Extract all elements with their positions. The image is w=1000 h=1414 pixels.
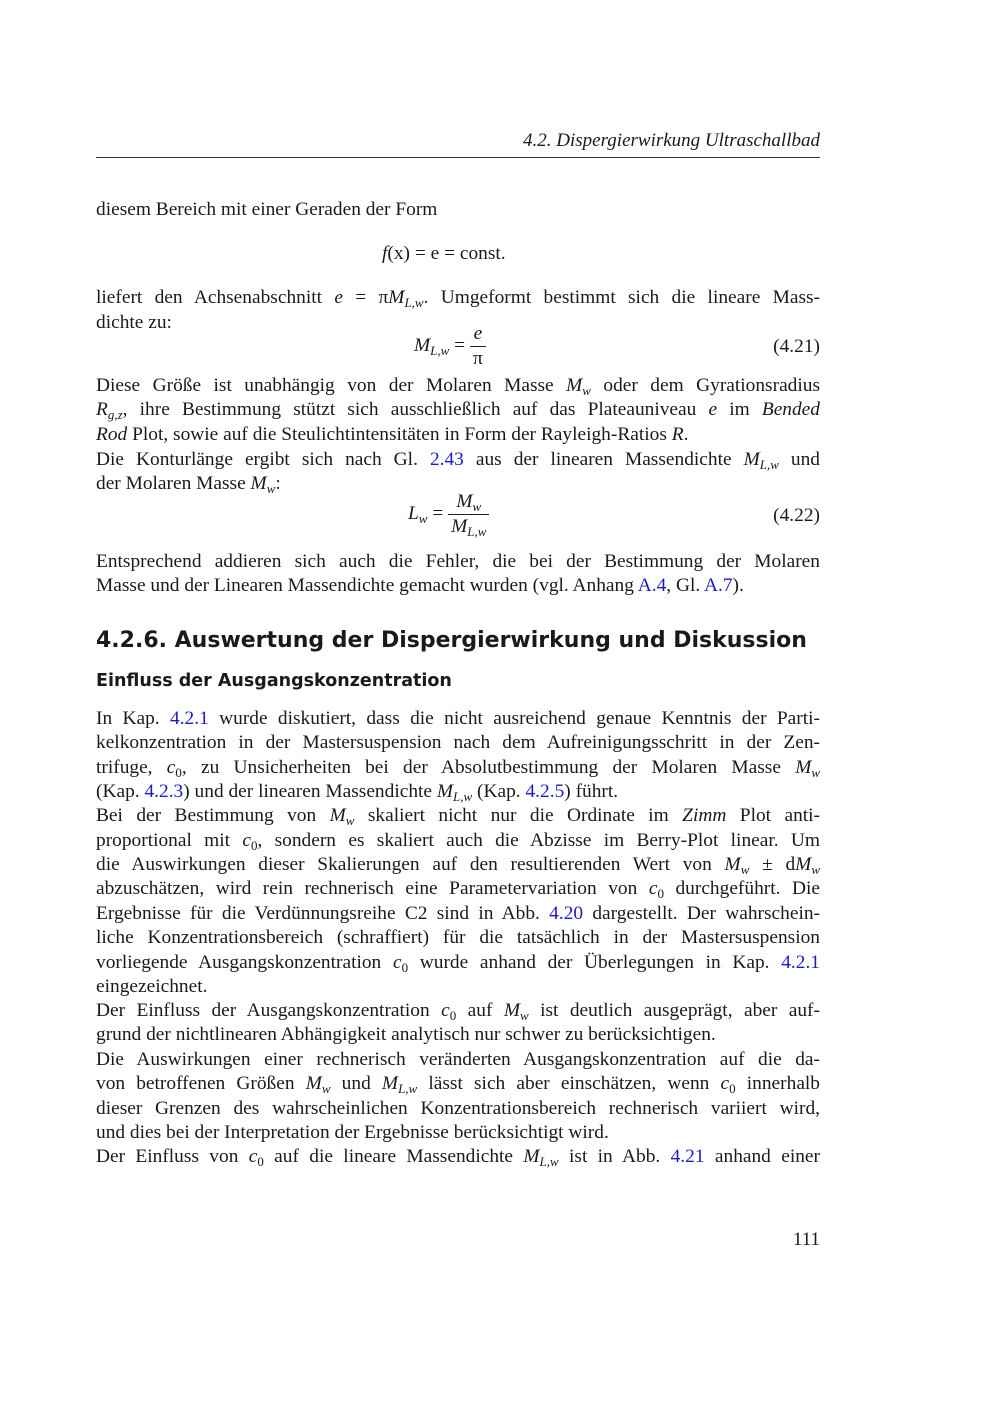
text-line: vorliegende Ausgangskonzentration $c_0$ wurde anhand der Überlegungen in Kap. 4.2.1 bbox=[96, 952, 820, 975]
figure-link[interactable]: 4.20 bbox=[549, 903, 584, 924]
page-number: 111 bbox=[792, 1229, 820, 1250]
text-line: dichte zu: bbox=[96, 312, 172, 333]
section-link[interactable]: 4.2.3 bbox=[144, 781, 184, 802]
text-line: abzuschätzen, wird rein rechnerisch eine Parametervariation von $c_0$ durchgeführt. Die bbox=[96, 878, 820, 901]
running-header: 4.2. Dispergierwirkung Ultraschallbad bbox=[523, 130, 820, 151]
text-line: dieser Grenzen des wahrscheinlichen Konzentrationsbereich rechnerisch variiert wird, bbox=[96, 1098, 820, 1119]
text-line: In Kap. 4.2.1 wurde diskutiert, dass die nicht ausreichend genaue Kenntnis der Parti- bbox=[96, 708, 820, 729]
text-line: $R_{g,z}$, ihre Bestimmung stützt sich ausschließlich auf das Plateauniveau e im Bended bbox=[96, 399, 820, 422]
text-line: proportional mit $c_0$, sondern es skaliert auch die Abzisse im Berry-Plot linear. Um bbox=[96, 830, 820, 853]
text-line: Die Auswirkungen einer rechnerisch veränderten Ausgangskonzentration auf die da- bbox=[96, 1049, 820, 1070]
text-line: von betroffenen Größen $M_w$ und $M_{L,w}$ lässt sich aber einschätzen, wenn $c_0$ innerhalb bbox=[96, 1073, 821, 1096]
text-line: (Kap. 4.2.3) und der linearen Massendichte $M_{L,w}$ (Kap. 4.2.5) führt. bbox=[96, 781, 619, 804]
text-line: Masse und der Linearen Massendichte gemacht wurden (vgl. Anhang A.4, Gl. A.7). bbox=[96, 575, 744, 596]
equation-number: (4.22) bbox=[773, 505, 820, 526]
appendix-link[interactable]: A.4 bbox=[637, 575, 667, 596]
section-link[interactable]: 4.2.1 bbox=[781, 952, 820, 973]
header-rule bbox=[96, 157, 820, 158]
text-line: Der Einfluss der Ausgangskonzentration $c_0$ auf $M_w$ ist deutlich ausgeprägt, aber auf- bbox=[96, 1000, 820, 1023]
subsection-heading: Einfluss der Ausgangskonzentration bbox=[96, 671, 452, 691]
text-line: kelkonzentration in der Mastersuspension nach dem Aufreinigungsschritt in der Zen- bbox=[96, 732, 820, 753]
text-line: die Auswirkungen dieser Skalierungen auf den resultierenden Wert von $M_w \pm dM_w$ bbox=[96, 854, 820, 877]
figure-link[interactable]: 4.21 bbox=[670, 1146, 705, 1167]
section-link[interactable]: 4.2.1 bbox=[170, 708, 209, 729]
text-line: eingezeichnet. bbox=[96, 976, 208, 997]
text-line: liefert den Achsenabschnitt $e = \pi M_{L,w}$. Umgeformt bestimmt sich die lineare Mass- bbox=[96, 287, 821, 310]
section-heading: 4.2.6. Auswertung der Dispergierwirkung und Diskussion bbox=[96, 628, 807, 653]
section-link[interactable]: 4.2.5 bbox=[525, 781, 565, 802]
text-line: und dies bei der Interpretation der Ergebnisse berücksichtigt wird. bbox=[96, 1122, 609, 1143]
text-line: Der Einfluss von $c_0$ auf die lineare Massendichte $M_{L,w}$ ist in Abb. 4.21 anhand einer bbox=[96, 1146, 820, 1169]
text-line: grund der nichtlinearen Abhängigkeit analytisch nur schwer zu berücksichtigen. bbox=[96, 1024, 716, 1045]
text-line: Bei der Bestimmung von $M_w$ skaliert nicht nur die Ordinate im Zimm Plot anti- bbox=[96, 805, 821, 828]
text-line: trifuge, $c_0$, zu Unsicherheiten bei der Absolutbestimmung der Molaren Masse $M_w$ bbox=[96, 757, 821, 780]
text-line: Ergebnisse für die Verdünnungsreihe C2 sind in Abb. 4.20 dargestellt. Der wahrschein- bbox=[96, 903, 820, 924]
text-line: Diese Größe ist unabhängig von der Molaren Masse $M_w$ oder dem Gyrationsradius bbox=[96, 375, 820, 398]
equation-4-21: $M_{L,w}$ = $\frac{e}{\pi}$ bbox=[414, 322, 486, 371]
equation-number: (4.21) bbox=[773, 336, 820, 357]
text-line: Die Konturlänge ergibt sich nach Gl. 2.43 aus der linearen Massendichte $M_{L,w}$ und bbox=[96, 449, 820, 472]
text-line: Rod Plot, sowie auf die Steulichtintensitäten in Form der Rayleigh-Ratios R. bbox=[96, 424, 689, 445]
equation-link[interactable]: 2.43 bbox=[429, 449, 464, 470]
text-line: der Molaren Masse $M_w$: bbox=[96, 473, 281, 496]
equation-const: f(x) = e = const. bbox=[382, 243, 506, 264]
equation-link[interactable]: A.7 bbox=[703, 575, 733, 596]
text-line: diesem Bereich mit einer Geraden der Form bbox=[96, 199, 438, 220]
text-line: Entsprechend addieren sich auch die Fehler, die bei der Bestimmung der Molaren bbox=[96, 551, 820, 572]
equation-4-22: $L_w$ = $\frac{M_w}{M_{L,w}}$ bbox=[408, 490, 489, 539]
text-line: liche Konzentrationsbereich (schraffiert) für die tatsächlich in der Mastersuspension bbox=[96, 927, 820, 948]
